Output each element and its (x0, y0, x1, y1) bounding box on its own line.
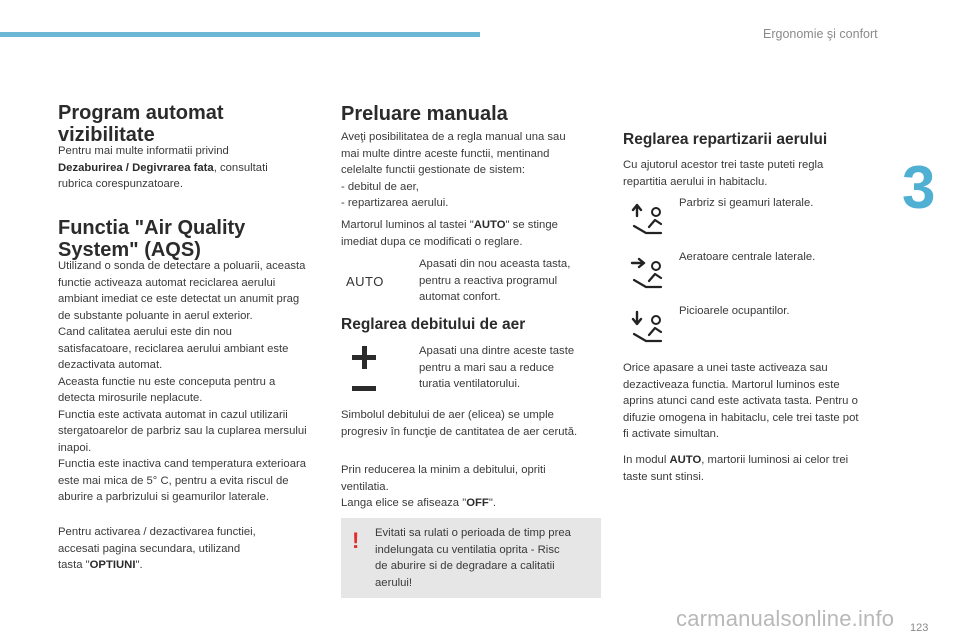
aqs-activation-text: Pentru activarea / dezactivarea functiei, accesati pagina secundara, utilizand tasta "OPTIUNI". (58, 526, 256, 571)
distribution-item-central-vents: Aeratoare centrale laterale. (679, 251, 816, 263)
auto-button-label: AUTO (346, 274, 384, 289)
aqs-heading: Functia "Air Quality System" (AQS) (58, 217, 246, 261)
distribution-press-text: Orice apasare a unei taste activeaza sau dezactiveaza functia. Martorul luminos este aprins atunci cand este activata tasta. Pentru o difuzie omogena in habitaclu, cele trei taste pot fi activate simultan. (623, 362, 859, 440)
minus-icon (352, 386, 376, 391)
aqs-text: Utilizand o sonda de detectare a poluarii, aceasta functie activeaza automat reciclarea aerului ambiant imediat ce este detectat un anumit prag de substante poluante in aerul exterior. Cand calitatea aerului este din nou satisfacatoare, reciclarea aerului ambiant este dezactivata automat. Aceasta functie nu este conceputa pentru a detecta mirosurile neplacute. Functia este activata automat in cazul utilizarii stergatoarelor de parbriz sau la cuplarea mersului inapoi. Functia este inactiva cand temperatura exterioara este mai mica de 5° C, pentru a evita riscul de aburire a parbrizului si geamurilor laterale. (58, 260, 307, 503)
section-title: Ergonomie şi confort (763, 27, 878, 41)
program-automat-heading: Program automat vizibilitate (58, 102, 224, 146)
warning-icon: ! (352, 528, 360, 553)
distribution-item-footwells: Picioarele ocupantilor. (679, 305, 790, 317)
footwell-airflow-icon (629, 310, 669, 346)
manual-intro-text: Aveţi posibilitatea de a regla manual una sau mai multe dintre aceste functii, mentinand celelalte functii gestionate de sistem: - debitul de aer, - repartizarea aerului. (341, 131, 566, 209)
face-vents-airflow-icon (629, 256, 669, 292)
chapter-number: 3 (902, 154, 936, 221)
auto-led-text: Martorul luminos al tastei "AUTO" se stinge imediat dupa ce modificati o reglare. (341, 219, 558, 248)
windscreen-airflow-icon (629, 202, 669, 238)
air-distribution-intro: Cu ajutorul acestor trei taste puteti regla repartitia aerului in habitaclu. (623, 159, 824, 188)
program-automat-text: Pentru mai multe informatii privind Dezaburirea / Degivrarea fata, consultati rubrica corespunzatoare. (58, 145, 268, 190)
preluare-manuala-heading: Preluare manuala (341, 103, 508, 125)
fan-symbol-text: Simbolul debitului de aer (elicea) se umple progresiv în funcţie de cantitatea de aer cerută. (341, 409, 578, 438)
warning-text: Evitati sa rulati o perioada de timp prea indelungata cu ventilatia oprita - Risc de aburire si de degradare a calitatii aerului! (375, 527, 571, 589)
auto-button-description: Apasati din nou aceasta tasta, pentru a reactiva programul automat confort. (419, 258, 571, 303)
minimum-flow-text: Prin reducerea la minim a debitului, opriti ventilatia. Langa elice se afiseaza "OFF". (341, 464, 546, 509)
air-distribution-heading: Reglarea repartizarii aerului (623, 131, 828, 148)
airflow-description: Apasati una dintre aceste taste pentru a mari sau a reduce turatia ventilatorului. (419, 345, 575, 390)
header-accent-bar (0, 32, 480, 37)
page-number: 123 (910, 622, 929, 634)
watermark: carmanualsonline.info (676, 606, 895, 631)
auto-mode-text: In modul AUTO, martorii luminosi ai celor trei taste sunt stinsi. (623, 454, 849, 483)
distribution-item-windscreen: Parbriz si geamuri laterale. (679, 197, 814, 209)
airflow-heading: Reglarea debitului de aer (341, 316, 526, 333)
